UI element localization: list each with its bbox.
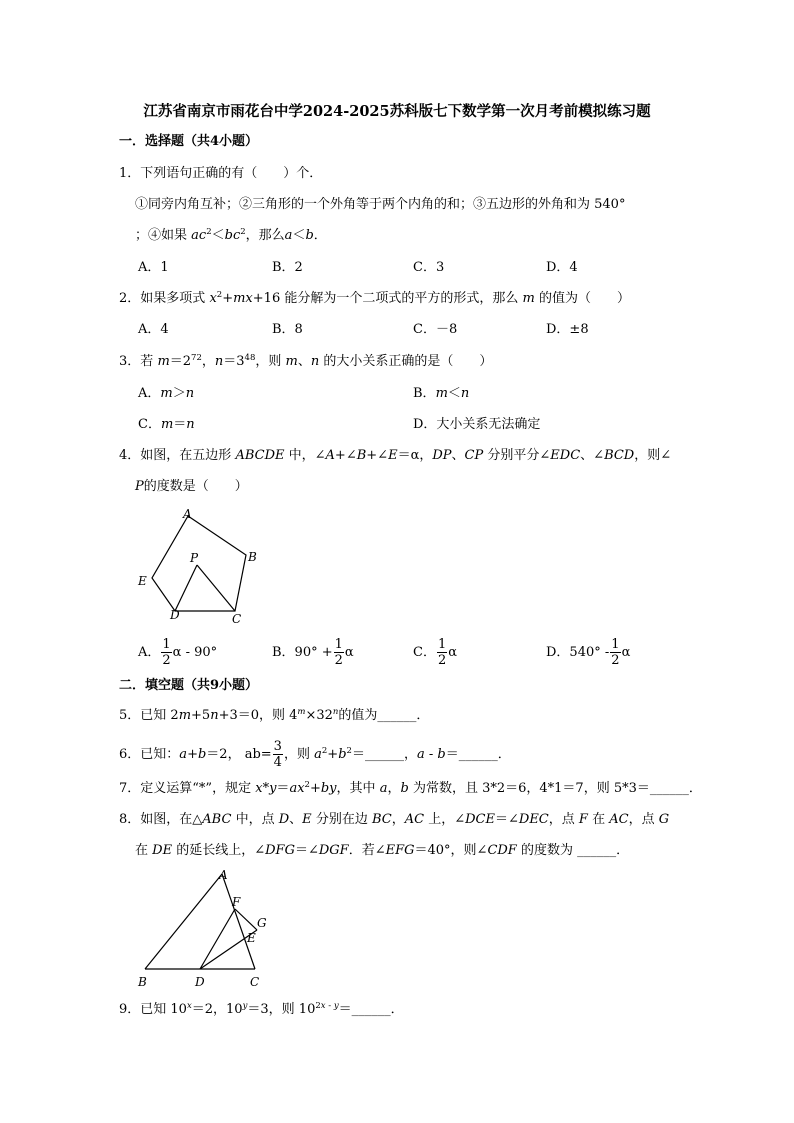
- q1-option-c[interactable]: C．3: [413, 260, 445, 275]
- question-2-stem: 2．如果多项式 $x^2+mx+16$ 能分解为一个二项式的平方的形式，那么 m 的值为（ ）: [119, 290, 630, 306]
- vertex-label-d: D: [170, 608, 180, 622]
- q3-option-c[interactable]: C．m＝n: [138, 417, 195, 432]
- triangle-figure: [130, 864, 280, 994]
- vertex-label-e: E: [138, 574, 147, 588]
- q4-option-b[interactable]: B．90° + $\frac{1}{2}$ α: [272, 637, 354, 668]
- question-3-stem: 3．若 $m=2^{72}$，$n=3^{48}$，则 m、n 的大小关系正确的是（ ）: [119, 353, 493, 369]
- question-8-stem: 8．如图，在△ABC 中，点 D、E 分别在边 BC，AC 上，∠DCE＝∠DEC，点 F 在 AC，点 G: [119, 812, 670, 827]
- q1-option-b[interactable]: B．2: [272, 260, 303, 275]
- point-label-g: G: [257, 916, 267, 930]
- q3-option-a[interactable]: A．m＞n: [138, 386, 195, 401]
- q2-option-a[interactable]: A．4: [138, 322, 169, 337]
- q4-option-d[interactable]: D．540° - $\frac{1}{2}$ α: [546, 637, 631, 668]
- pentagon-figure: [130, 500, 270, 625]
- question-9: 9．已知 $10^x=2$，$10^y=3$，则 $10^{2x - y}=\_\_\_\_\_\_$．: [119, 1001, 404, 1017]
- vertex-label-a: A: [219, 868, 228, 882]
- vertex-label-a: A: [183, 507, 192, 521]
- section-heading-fill-in: 二．填空题（共9小题）: [119, 678, 259, 693]
- question-1-statements-cont: ；④如果 $ac^2<bc^2$，那么a＜b．: [135, 227, 327, 243]
- point-label-d: D: [195, 975, 205, 989]
- vertex-label-c: C: [232, 612, 242, 625]
- section-heading-choice: 一．选择题（共4小题）: [119, 134, 259, 149]
- question-7: 7．定义运算“*”，规定 $x*y=ax^2+by$，其中 a，b 为常数，且 3*2＝6，4*1＝7，则 5*3＝______．: [119, 780, 702, 796]
- q1-option-a[interactable]: A．1: [138, 260, 169, 275]
- vertex-label-c: C: [250, 975, 260, 989]
- q3-option-b[interactable]: B．m＜n: [413, 386, 470, 401]
- question-8-stem-cont: 在 DE 的延长线上，∠DFG＝∠DGF．若∠EFG＝40°，则∠CDF 的度数为 ______．: [135, 843, 630, 858]
- document-title: 江苏省南京市雨花台中学2024-2025苏科版七下数学第一次月考前模拟练习题: [143, 103, 651, 120]
- vertex-label-b: B: [138, 975, 147, 989]
- question-5: 5．已知 2m+5n+3＝0，则 $4^m\times 32^n$的值为______．: [119, 707, 430, 723]
- question-6: 6．已知：a+b＝2， ab= $\frac{3}{4}$ ，则 $a^2+b^2=\_\_\_\_\_\_$，a - b＝______．: [119, 739, 511, 770]
- vertex-label-b: B: [248, 550, 257, 564]
- q3-option-d[interactable]: D．大小关系无法确定: [413, 417, 541, 432]
- point-label-f: F: [232, 895, 241, 909]
- point-label-e: E: [247, 931, 256, 945]
- question-4-stem: 4．如图，在五边形 ABCDE 中，∠A+∠B+∠E＝α，DP、CP 分别平分∠EDC、∠BCD，则∠: [119, 448, 672, 463]
- q2-option-c[interactable]: C．－8: [413, 322, 458, 337]
- q4-option-c[interactable]: C． $\frac{1}{2}$ α: [413, 637, 458, 668]
- q1-option-d[interactable]: D．4: [546, 260, 578, 275]
- question-4-stem-cont: P的度数是（ ）: [135, 479, 248, 494]
- q4-option-a[interactable]: A． $\frac{1}{2}$ α - 90°: [138, 637, 218, 668]
- question-1-stem: 1．下列语句正确的有（ ）个．: [119, 166, 323, 181]
- q2-option-d[interactable]: D．±8: [546, 322, 589, 337]
- point-label-p: P: [190, 551, 199, 565]
- q2-option-b[interactable]: B．8: [272, 322, 303, 337]
- question-1-statements: ①同旁内角互补；②三角形的一个外角等于两个内角的和；③五边形的外角和为 540°: [135, 197, 626, 212]
